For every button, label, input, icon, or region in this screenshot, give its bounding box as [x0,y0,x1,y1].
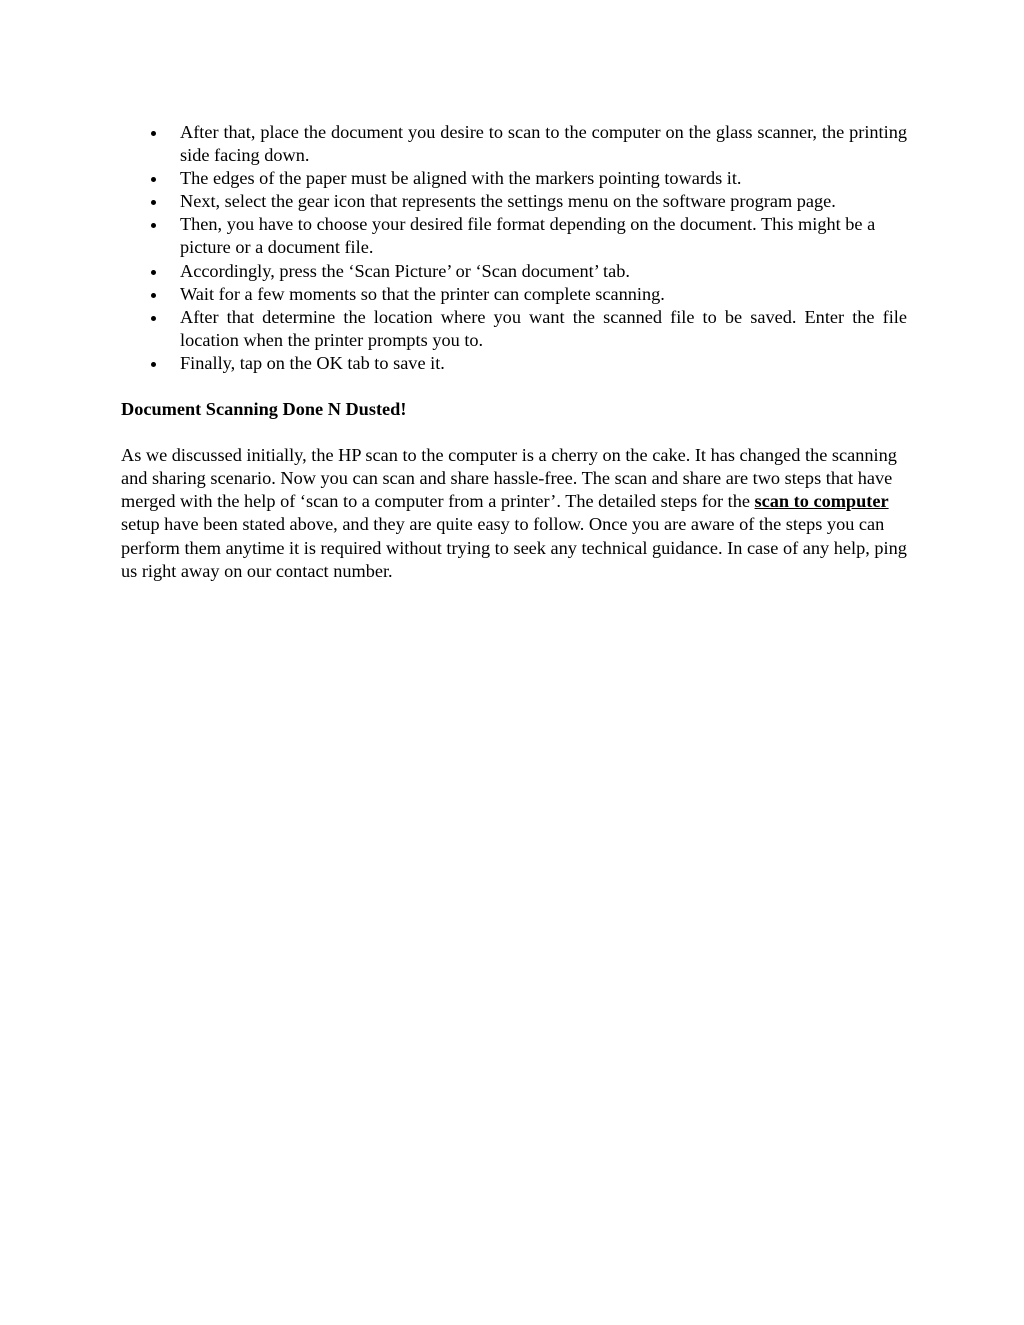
list-item-text: Finally, tap on the OK tab to save it. [180,352,445,373]
list-item-text: Then, you have to choose your desired file format depending on the document. This might be a picture or a document file. [180,214,876,258]
scan-to-computer-link[interactable]: scan to computer [754,491,889,512]
bullet-icon [151,362,156,367]
list-item-text: Next, select the gear icon that represents the settings menu on the software program page. [180,191,836,212]
steps-list [121,121,907,375]
bullet-icon [151,200,156,205]
bullet-icon [151,131,156,136]
list-item [121,306,907,352]
body-paragraph [121,444,907,583]
list-item [121,167,907,190]
list-item-text: After that determine the location where you want the scanned file to be saved. Enter the file location when the printer prompts you to. [180,306,907,350]
list-item [121,213,907,259]
list-item [121,121,907,167]
list-item [121,260,907,283]
list-item-text: Wait for a few moments so that the printer can complete scanning. [180,283,665,304]
document-page [121,121,907,583]
list-item [121,283,907,306]
bullet-icon [151,270,156,275]
list-item-text: The edges of the paper must be aligned with the markers pointing towards it. [180,168,742,189]
list-item-text: Accordingly, press the ‘Scan Picture’ or ‘Scan document’ tab. [180,260,630,281]
paragraph-text-after-link: setup have been stated above, and they are quite easy to follow. Once you are aware of the steps you can perform them anytime it is required without trying to seek any technical guidance. In case of any help, ping us right away on our contact number. [121,514,907,581]
paragraph-text-before-link: As we discussed initially, the HP scan to the computer is a cherry on the cake. It has changed the scanning and sharing scenario. Now you can scan and share hassle-free. The scan and share are two steps that have merged with the help of ‘scan to a computer from a printer’. The detailed steps for the [121,445,897,512]
bullet-icon [151,316,156,321]
list-item-text: After that, place the document you desire to scan to the computer on the glass scanner, the printing side facing down. [180,122,907,166]
bullet-icon [151,223,156,228]
bullet-icon [151,293,156,298]
section-heading: Document Scanning Done N Dusted! [121,399,407,420]
bullet-icon [151,177,156,182]
list-item [121,352,907,375]
list-item [121,190,907,213]
